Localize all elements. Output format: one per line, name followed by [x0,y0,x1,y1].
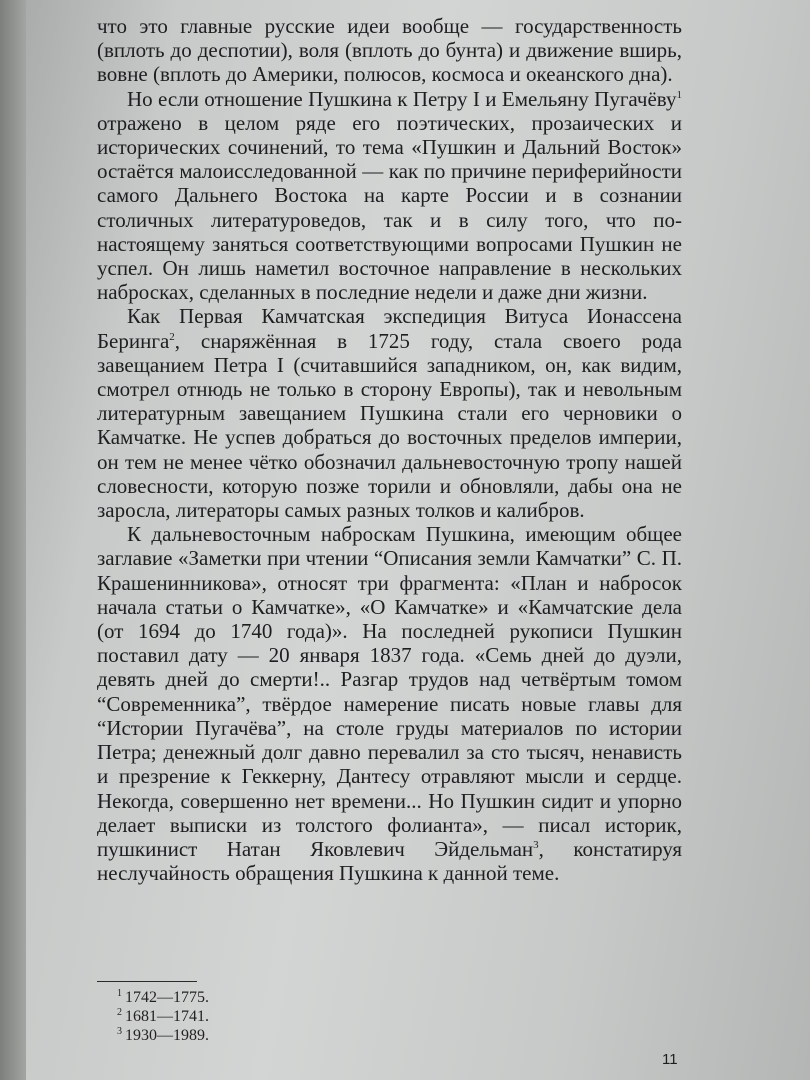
paragraph-4-text-b: , констатируя неслучайность обращения Пушкина к данной теме. [97,836,682,886]
footnote-3 [117,1026,209,1045]
paragraph-4 [97,522,682,885]
footnote-2 [117,1007,209,1026]
footnote-ref-3: 3 [533,838,539,851]
footnote-1 [117,988,209,1007]
footnote-divider [97,981,197,982]
footnote-mark: 1 [117,988,122,999]
footnotes [117,988,209,1045]
book-spine-shadow [0,0,26,1080]
footnote-text: 1742—1775. [125,989,209,1006]
footnote-mark: 2 [117,1007,122,1018]
paragraph-3-text-a: Как Первая Камчатская экспедиция Витуса Ионассена Беринга [97,304,682,353]
main-text [97,14,682,885]
footnote-text: 1681—1741. [125,1008,209,1025]
paragraph-2-text-b: отражено в целом ряде его поэтических, прозаических и исторических сочинений, то тема «Пушкин и Дальний Восток» остаётся малоисследованной — как по причине периферийности самого Дальнего Востока на карте России и в сознании столичных литературоведов, так и в силу того, что по-настоящему заняться соответствующими вопросами Пушкин не успел. Он лишь наметил восточное направление в нескольких набросках, сделанных в последние недели и даже дни жизни. [97,110,682,305]
footnote-text: 1930—1989. [125,1027,209,1044]
footnote-ref-2: 2 [169,330,175,343]
paragraph-2-text-a: Но если отношение Пушкина к Петру I и Емельяну Пугачёву [127,86,677,111]
footnote-ref-1: 1 [676,88,682,101]
paragraph-2 [97,87,682,305]
paragraph-1: что это главные русские идеи вообще — государственность (вплоть до деспотии), воля (вплоть до бунта) и движение вширь, вовне (вплоть до Америки, полюсов, космоса и океанского дна). [97,14,682,87]
footnote-mark: 3 [117,1026,122,1037]
page-number: 11 [662,1051,678,1068]
paragraph-3 [97,304,682,522]
paragraph-3-text-b: , снаряжённая в 1725 году, стала своего рода завещанием Петра I (считавшийся западником, он, как видим, смотрел отнюдь не только в сторону Европы), так и невольным литературным завещанием Пушкина стали его черновики о Камчатке. Не успев добраться до восточных пределов империи, он тем не менее чётко обозначил дальневосточную тропу нашей словесности, которую позже торили и обновляли, дабы она не заросла, литераторы самых разных толков и калибров. [97,328,682,523]
paragraph-4-text-a: К дальневосточным наброскам Пушкина, имеющим общее заглавие «Заметки при чтении “Описания земли Камчатки” С. П. Крашенинникова», относят три фрагмента: «План и набросок начала статьи о Камчатке», «О Камчатке» и «Камчатские дела (от 1694 до 1740 года)». На последней рукописи Пушкин поставил дату — 20 января 1837 года. «Семь дней до дуэли, девять дней до смерти!.. Разгар трудов над четвёртым томом “Современника”, твёрдое намерение писать новые главы для “Истории Пугачёва”, на столе груды материалов по истории Петра; денежный долг давно перевалил за сто тысяч, ненависть и презрение к Геккерну, Дантесу отравляют мысли и сердце. Некогда, совершенно нет времени... Но Пушкин сидит и упорно делает выписки из толстого фолианта», — писал историк, пушкинист Натан Яковлевич Эйдельман [97,522,682,861]
